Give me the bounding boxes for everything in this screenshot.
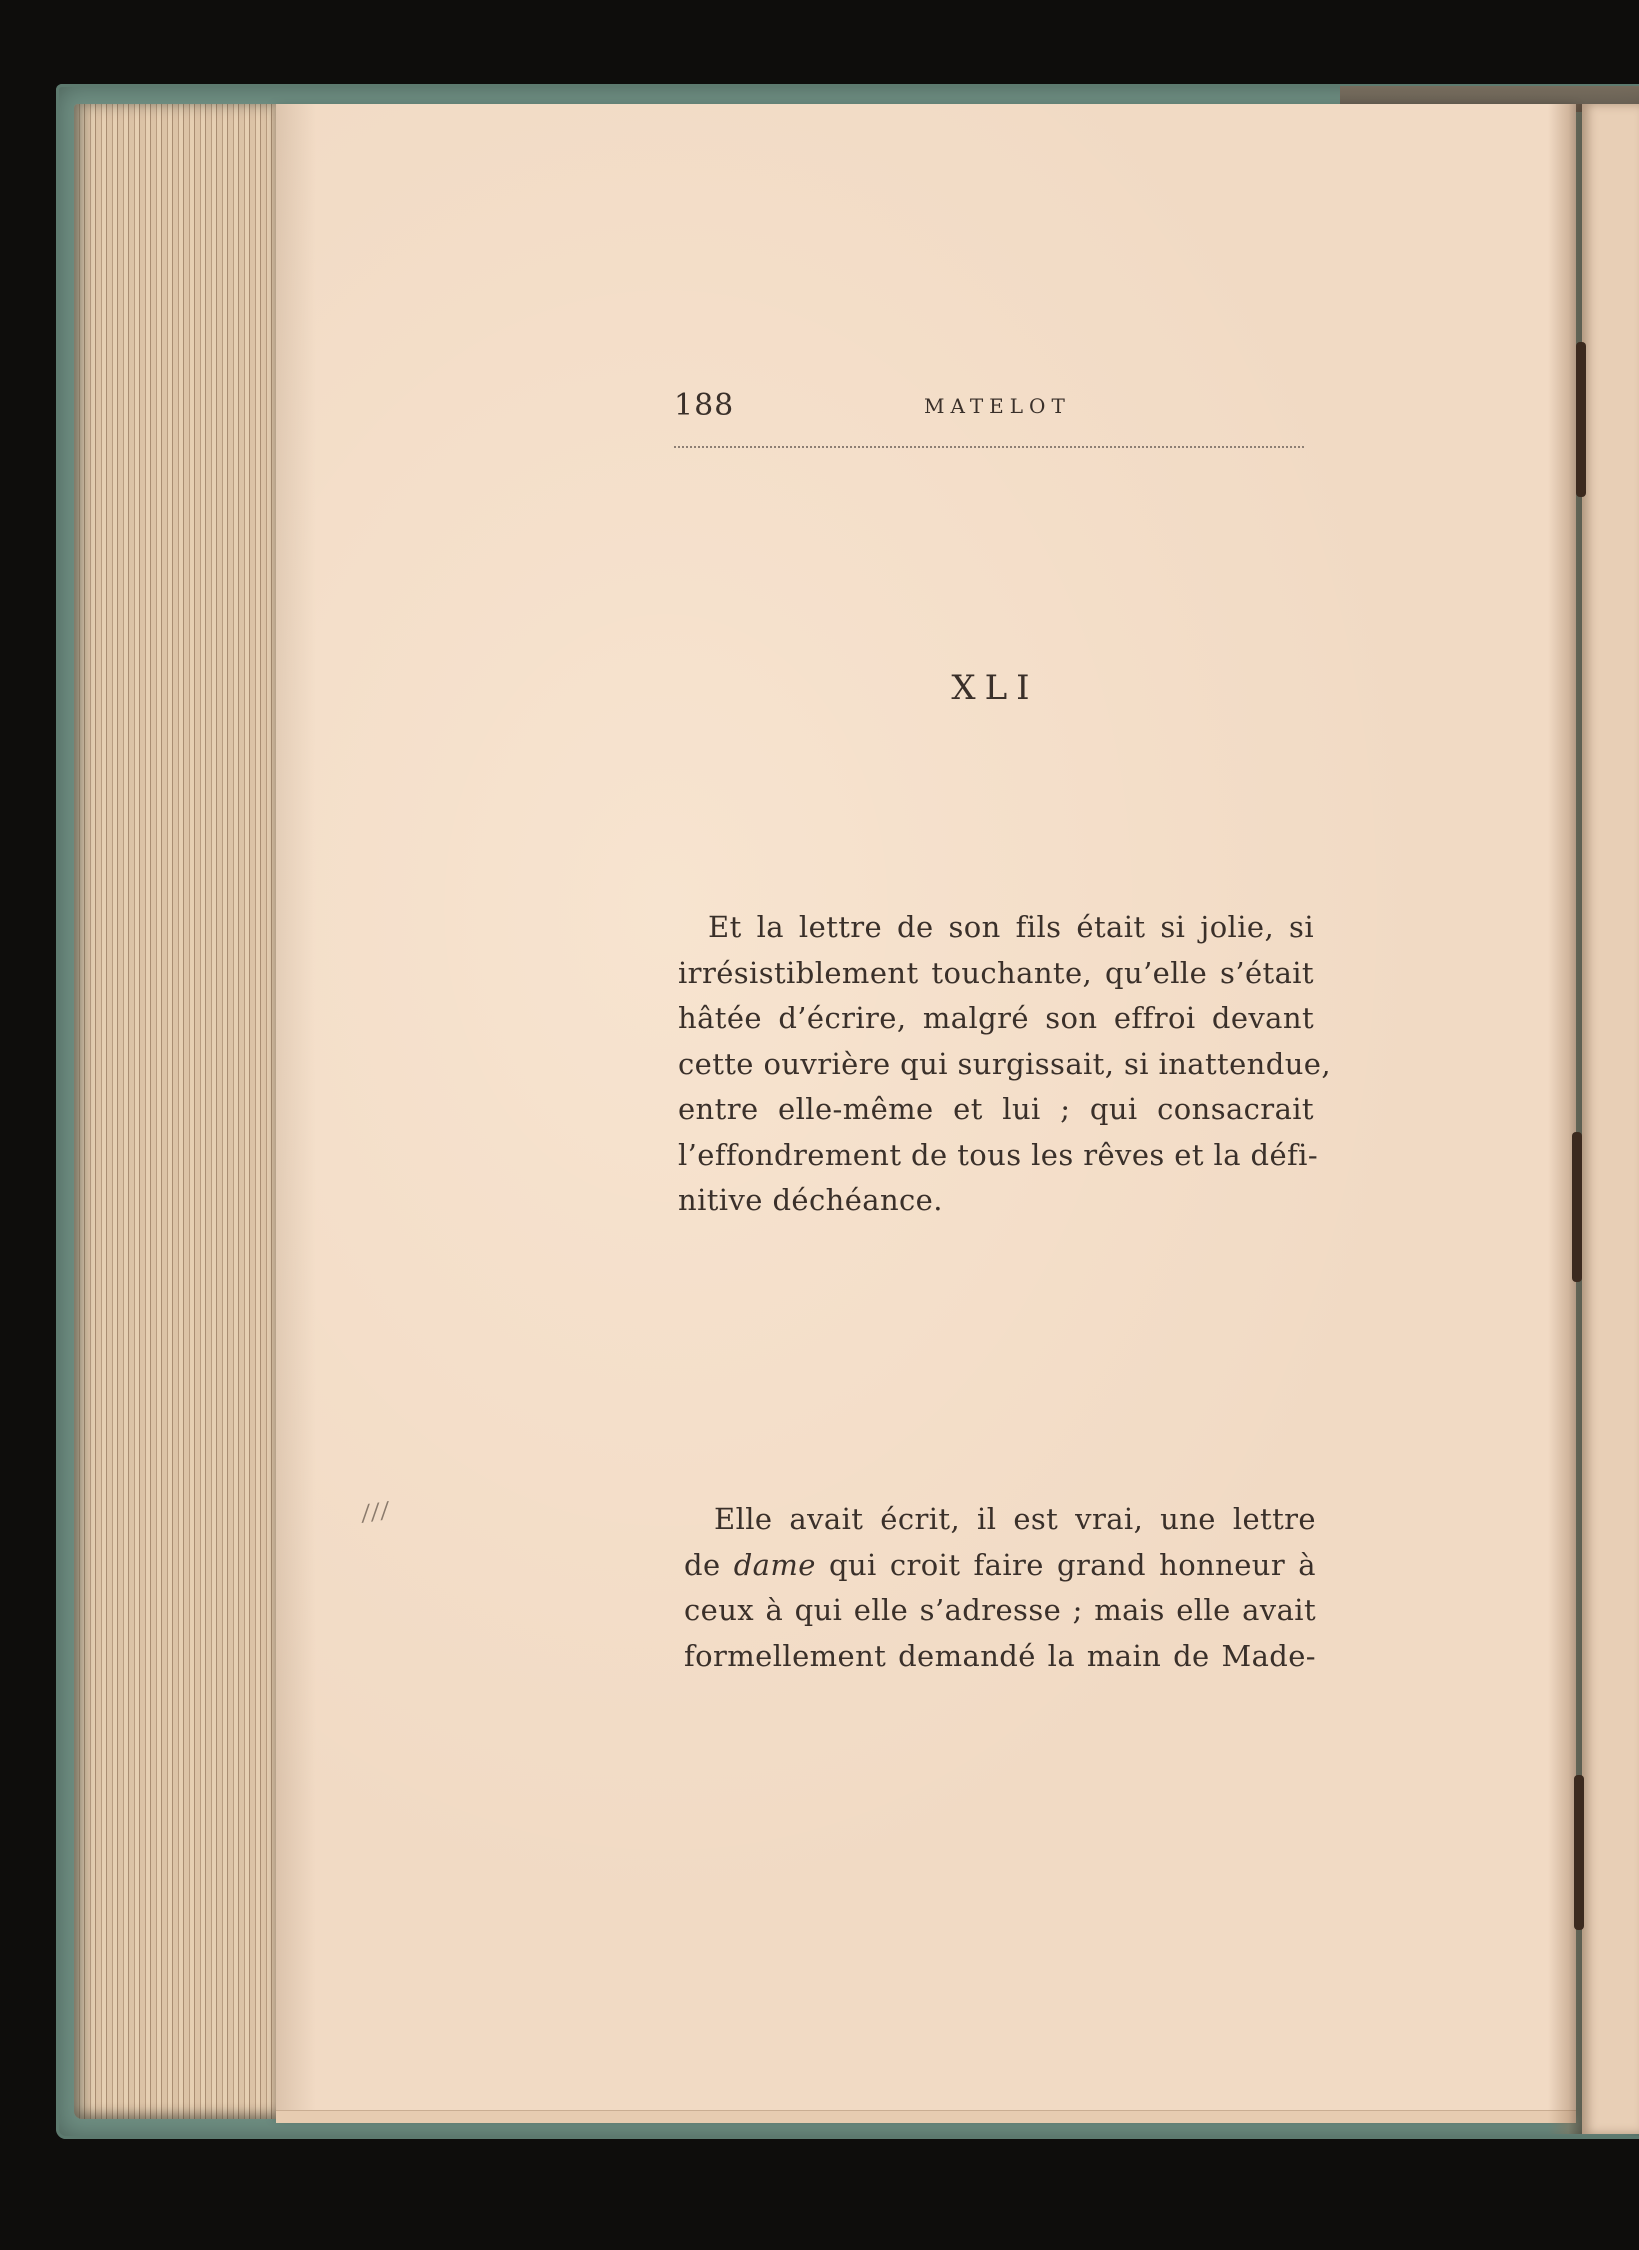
chapter-heading: XLI: [951, 668, 1039, 708]
paragraph: [684, 1497, 1316, 1679]
paragraph-line: Elle avait écrit, il est vrai, une lettre: [714, 1502, 1316, 1536]
page-number: 188: [674, 388, 735, 423]
running-title: MATELOT: [924, 394, 1071, 418]
paragraph-line: l’effondrement de tous les rêves et la défi-: [678, 1137, 1319, 1172]
paragraph: [678, 905, 1331, 1224]
line-text: qui croit faire grand honneur à: [815, 1547, 1316, 1582]
paragraph-line: hâtée d’écrire, malgré son effroi devant: [678, 1001, 1314, 1035]
binding-stitch: [1576, 342, 1586, 497]
italic-word: dame: [733, 1547, 816, 1582]
binding-stitch: [1574, 1775, 1584, 1930]
binding-stitch: [1572, 1132, 1582, 1282]
paragraph-line: formellement demandé la main de Made-: [684, 1638, 1316, 1673]
paragraph-line: [684, 1543, 1316, 1589]
page-bottom-edge: [276, 2110, 1576, 2123]
paragraph-line: nitive déchéance.: [678, 1183, 943, 1217]
paragraph-line: irrésistiblement touchante, qu’elle s’était: [678, 955, 1314, 990]
running-head: [674, 388, 1304, 448]
line-text: de: [684, 1547, 734, 1582]
facing-page-edge: [1582, 104, 1639, 2134]
header-dotted-rule: [674, 446, 1304, 448]
paragraph-line: cette ouvrière qui surgissait, si inattendue,: [678, 1046, 1331, 1081]
paragraph-line: Et la lettre de son fils était si jolie, si: [708, 910, 1314, 944]
margin-pencil-mark: / / /: [360, 1498, 391, 1527]
paragraph-line: ceux à qui elle s’adresse ; mais elle avait: [684, 1593, 1316, 1627]
paragraph-line: entre elle-même et lui ; qui consacrait: [678, 1092, 1314, 1126]
page-edges-stack: [74, 104, 288, 2119]
